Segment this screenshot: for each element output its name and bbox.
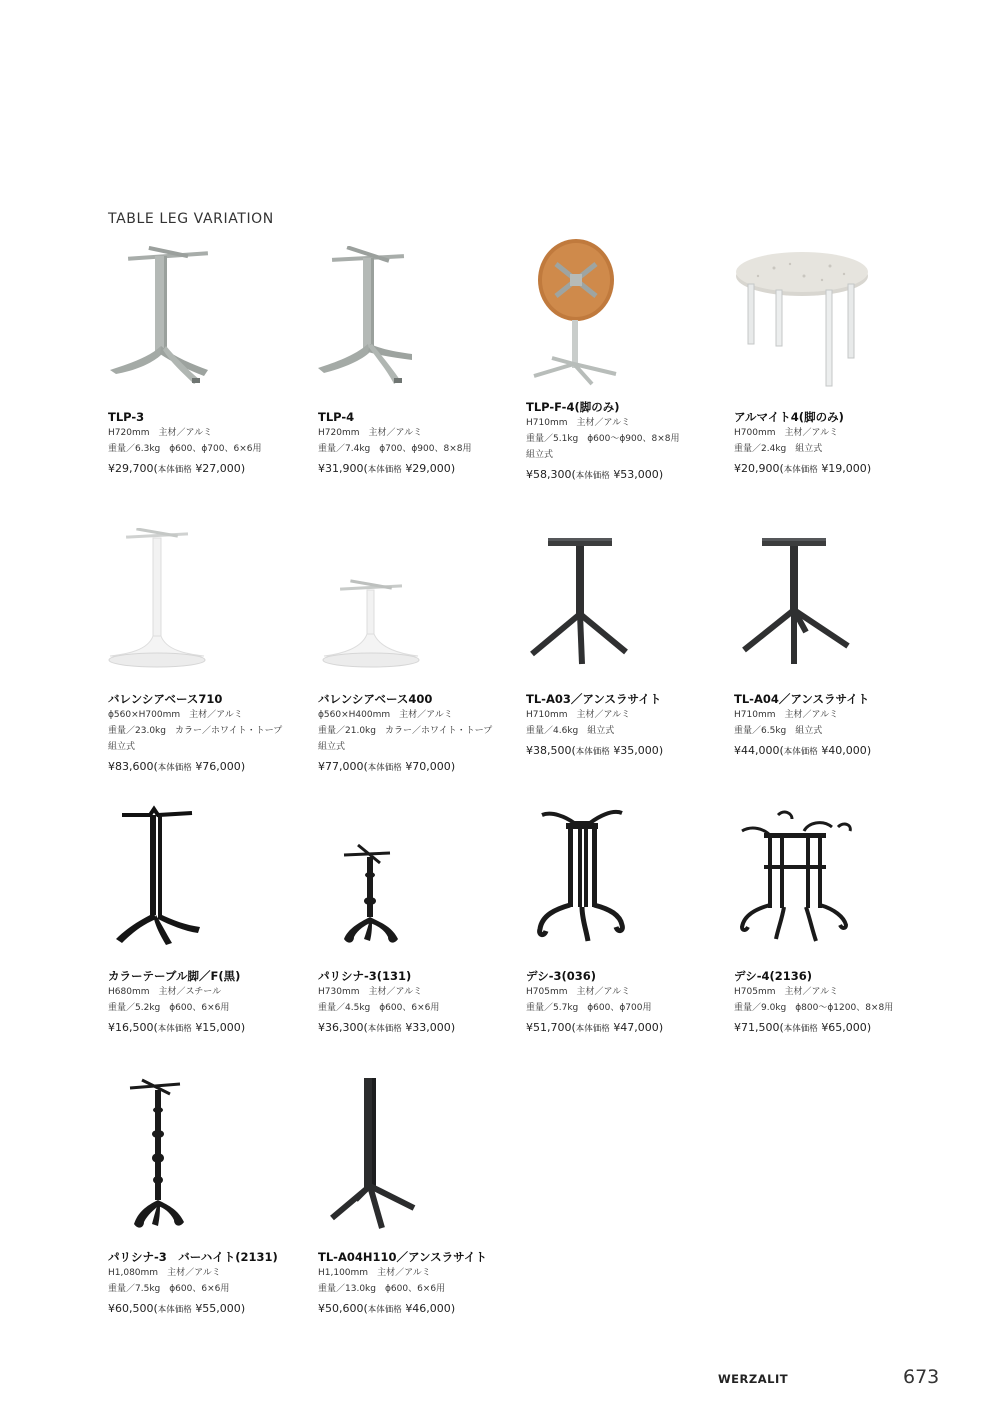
product-spec: H720mm 主材／アルミ (318, 428, 423, 438)
product-spec: 重量／5.2kg ϕ600、6×6用 (108, 1003, 230, 1013)
product-spec: 組立式 (526, 450, 554, 460)
product-image (318, 805, 478, 955)
product-card (108, 246, 303, 475)
product-spec: H710mm 主材／アルミ (526, 418, 631, 428)
product-name: TLP-4 (318, 410, 355, 424)
product-spec: 重量／13.0kg ϕ600、6×6用 (318, 1284, 446, 1294)
product-price: ¥71,500(本体価格 ¥65,000) (734, 1021, 872, 1034)
product-card (318, 805, 513, 1034)
page-number: 673 (903, 1366, 940, 1388)
product-image (734, 528, 894, 678)
product-image (318, 246, 478, 396)
product-price: ¥36,300(本体価格 ¥33,000) (318, 1021, 456, 1034)
product-card (108, 805, 303, 1034)
product-card (734, 528, 929, 757)
product-spec: 重量／7.4kg ϕ700、ϕ900、8×8用 (318, 444, 472, 454)
product-spec: 重量／6.3kg ϕ600、ϕ700、6×6用 (108, 444, 262, 454)
product-name: TLP-F-4(脚のみ) (526, 400, 620, 414)
product-spec: H710mm 主材／アルミ (734, 710, 839, 720)
product-spec: 重量／6.5kg 組立式 (734, 726, 823, 736)
product-image (734, 805, 894, 955)
product-image (318, 1076, 478, 1236)
product-spec: 重量／23.0kg カラー／ホワイト・トープ (108, 726, 283, 736)
product-spec: H680mm 主材／スチール (108, 987, 222, 997)
product-name: TL-A03／アンスラサイト (526, 692, 662, 706)
product-spec: 重量／7.5kg ϕ600、6×6用 (108, 1284, 230, 1294)
product-card (318, 246, 513, 475)
product-price: ¥44,000(本体価格 ¥40,000) (734, 744, 872, 757)
product-spec: H705mm 主材／アルミ (734, 987, 839, 997)
product-spec: ϕ560×H400mm 主材／アルミ (318, 710, 453, 720)
product-name: パリシナ-3 バーハイト(2131) (108, 1250, 278, 1264)
product-card (108, 528, 303, 773)
product-card (318, 1076, 513, 1315)
product-spec: H700mm 主材／アルミ (734, 428, 839, 438)
product-card (318, 528, 513, 773)
product-spec: H1,080mm 主材／アルミ (108, 1268, 221, 1278)
product-spec: 組立式 (318, 742, 346, 752)
product-price: ¥51,700(本体価格 ¥47,000) (526, 1021, 664, 1034)
product-image (526, 805, 686, 955)
product-price: ¥31,900(本体価格 ¥29,000) (318, 462, 456, 475)
product-image (108, 246, 268, 396)
product-price: ¥20,900(本体価格 ¥19,000) (734, 462, 872, 475)
product-spec: 重量／21.0kg カラー／ホワイト・トープ (318, 726, 493, 736)
product-spec: 重量／2.4kg 組立式 (734, 444, 823, 454)
product-name: TL-A04H110／アンスラサイト (318, 1250, 487, 1264)
product-card (108, 1076, 303, 1315)
product-price: ¥83,600(本体価格 ¥76,000) (108, 760, 246, 773)
product-card (734, 246, 929, 475)
product-card (526, 805, 721, 1034)
product-name: バレンシアベース710 (108, 692, 223, 706)
product-card (526, 236, 721, 481)
product-name: バレンシアベース400 (318, 692, 433, 706)
product-spec: H705mm 主材／アルミ (526, 987, 631, 997)
product-name: TLP-3 (108, 410, 145, 424)
product-name: デシ-4(2136) (734, 969, 813, 983)
product-spec: ϕ560×H700mm 主材／アルミ (108, 710, 243, 720)
product-price: ¥38,500(本体価格 ¥35,000) (526, 744, 664, 757)
product-spec: H1,100mm 主材／アルミ (318, 1268, 431, 1278)
product-name: カラーテーブル脚／F(黒) (108, 969, 241, 983)
product-spec: H730mm 主材／アルミ (318, 987, 423, 997)
product-image (734, 246, 894, 396)
product-card (734, 805, 929, 1034)
product-spec: 重量／9.0kg ϕ800〜ϕ1200、8×8用 (734, 1003, 894, 1013)
product-spec: 組立式 (108, 742, 136, 752)
section-title: TABLE LEG VARIATION (108, 211, 274, 227)
product-price: ¥29,700(本体価格 ¥27,000) (108, 462, 246, 475)
product-name: TL-A04／アンスラサイト (734, 692, 870, 706)
product-image (108, 805, 268, 955)
product-name: デシ-3(036) (526, 969, 597, 983)
product-image (526, 528, 686, 678)
product-spec: H720mm 主材／アルミ (108, 428, 213, 438)
footer-brand: WERZALIT (718, 1372, 789, 1386)
product-price: ¥60,500(本体価格 ¥55,000) (108, 1302, 246, 1315)
product-spec: 重量／4.5kg ϕ600、6×6用 (318, 1003, 440, 1013)
product-price: ¥58,300(本体価格 ¥53,000) (526, 468, 664, 481)
product-image (108, 1076, 268, 1236)
product-price: ¥77,000(本体価格 ¥70,000) (318, 760, 456, 773)
product-name: アルマイト4(脚のみ) (734, 410, 844, 424)
product-card (526, 528, 721, 757)
product-image (318, 528, 478, 678)
product-price: ¥50,600(本体価格 ¥46,000) (318, 1302, 456, 1315)
product-name: パリシナ-3(131) (318, 969, 412, 983)
product-spec: H710mm 主材／アルミ (526, 710, 631, 720)
product-image (108, 528, 268, 678)
product-price: ¥16,500(本体価格 ¥15,000) (108, 1021, 246, 1034)
product-spec: 重量／5.1kg ϕ600〜ϕ900、8×8用 (526, 434, 680, 444)
product-spec: 重量／4.6kg 組立式 (526, 726, 615, 736)
product-spec: 重量／5.7kg ϕ600、ϕ700用 (526, 1003, 652, 1013)
product-image (526, 236, 686, 386)
